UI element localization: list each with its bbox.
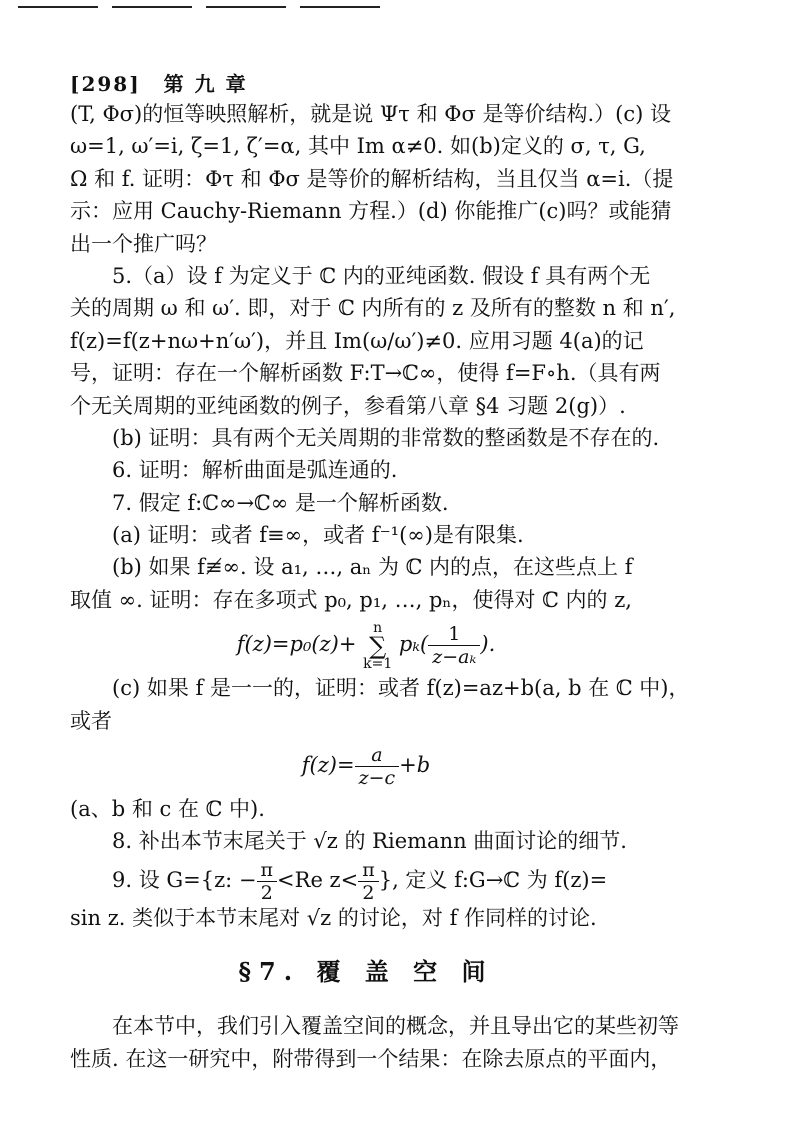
text-line: ω=1, ω′=i, ζ=1, ζ′=α, 其中 Im α≠0. 如(b)定义的 σ, τ, G, xyxy=(70,134,646,159)
text-line: 出一个推广吗？ xyxy=(70,231,217,256)
exercise-6: 6. 证明：解析曲面是弧连通的. xyxy=(112,458,398,483)
text-line: 取值 ∞. 证明：存在多项式 p₀, p₁, …, pₙ，使得对 ℂ 内的 z, xyxy=(70,587,632,612)
text-line: (T, Φσ)的恒等映照解析，就是说 Ψτ 和 Φσ 是等价结构.）(c) 设 xyxy=(70,102,671,126)
paragraph-line: 在本节中，我们引入覆盖空间的概念，并且导出它的某些初等 xyxy=(112,1014,679,1039)
text-line: Ω 和 f. 证明：Φτ 和 Φσ 是等价的解析结构，当且仅当 α=i.（提 xyxy=(70,166,674,191)
text-line: 示：应用 Cauchy-Riemann 方程.）(d) 你能推广(c)吗？或能猜 xyxy=(70,199,672,224)
text-line: 号，证明：存在一个解析函数 F:T→ℂ∞，使得 f=F∘h.（具有两 xyxy=(70,361,661,386)
chapter-label: 第 九 章 xyxy=(163,72,248,96)
paragraph-line: 性质. 在这一研究中，附带得到一个结果：在除去原点的平面内， xyxy=(70,1046,672,1071)
exercise-7b: (b) 如果 f≢∞. 设 a₁, …, aₙ 为 ℂ 内的点，在这些点上 f xyxy=(112,555,633,580)
text-line: 关的周期 ω 和 ω′. 即，对于 ℂ 内所有的 z 及所有的整数 n 和 n′, xyxy=(70,296,676,321)
exercise-7: 7. 假定 f:ℂ∞→ℂ∞ 是一个解析函数. xyxy=(112,490,449,515)
text-line: (a、b 和 c 在 ℂ 中). xyxy=(70,797,265,822)
exercise-7a: (a) 证明：或者 f≡∞，或者 f⁻¹(∞)是有限集. xyxy=(112,523,524,548)
scan-edge-line xyxy=(300,6,380,8)
formula-partial-fractions: f(z)=p₀(z)+ n ∑ k=1 pₖ( $\frac{1}{\text{z−aₖ}}$ ). xyxy=(236,619,496,672)
scan-edge-line xyxy=(112,6,192,8)
text-line: sin z. 类似于本节末尾对 √z 的讨论，对 f 作同样的讨论. xyxy=(70,905,597,930)
text-line: 或者 xyxy=(70,708,112,733)
scan-edge-line xyxy=(206,6,286,8)
page-number: [298] xyxy=(70,72,141,96)
page-body xyxy=(70,98,690,1075)
formula-mobius: f(z)= $\frac{a}{z-c}$ +b xyxy=(301,744,431,790)
exercise-5: 5.（a）设 f 为定义于 ℂ 内的亚纯函数. 假设 f 具有两个无 xyxy=(112,263,651,288)
exercise-7c: (c) 如果 f 是一一的，证明：或者 f(z)=az+b(a, b 在 ℂ 中)， xyxy=(112,676,690,701)
exercise-9: 9. 设 G={z: − $\frac{\pi}{2}$ <Re z< $\frac{\pi}{2}$ }, 定义 f:G→ℂ 为 f(z)= xyxy=(112,858,608,904)
exercise-5b: (b) 证明：具有两个无关周期的非常数的整函数是不存在的. xyxy=(112,425,660,450)
scan-edge-line xyxy=(18,6,98,8)
page-header xyxy=(70,68,248,97)
text-line: 个无关周期的亚纯函数的例子，参看第八章 §4 习题 2(g)）. xyxy=(70,393,626,418)
exercise-8: 8. 补出本节末尾关于 √z 的 Riemann 曲面讨论的细节. xyxy=(112,829,627,854)
section-title: §7. 覆 盖 空 间 xyxy=(238,957,494,987)
text-line: f(z)=f(z+nω+n′ω′)，并且 Im(ω/ω′)≠0. 应用习题 4(a)的记 xyxy=(70,328,644,353)
